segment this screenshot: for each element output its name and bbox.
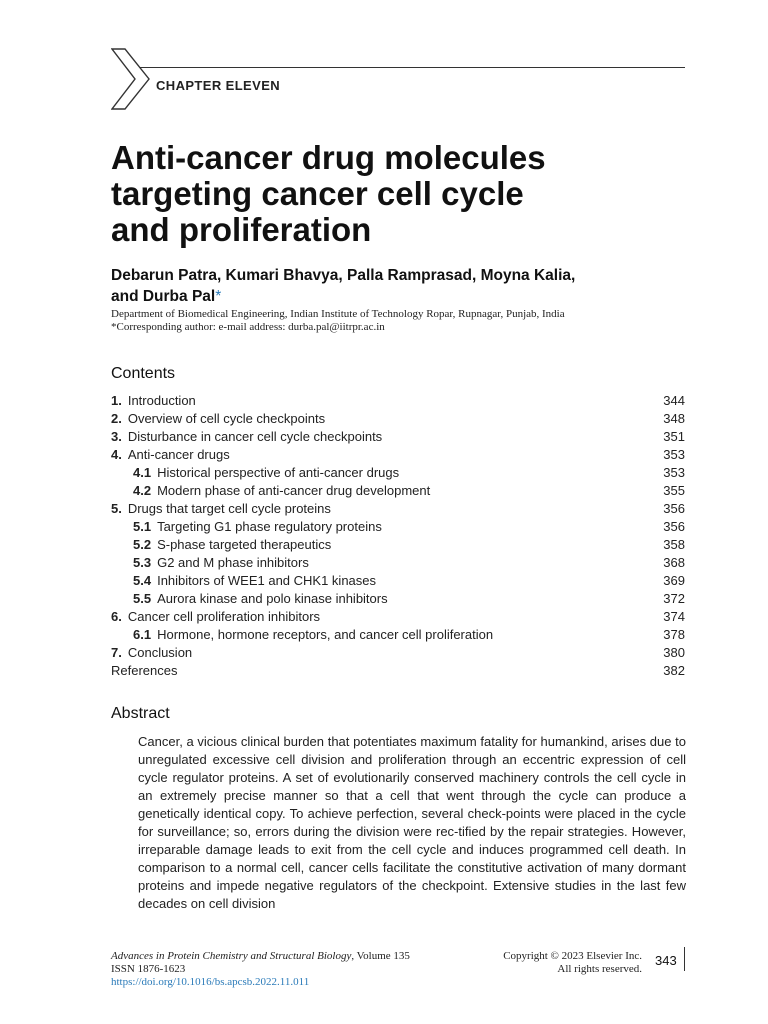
copyright-text: Copyright © 2023 Elsevier Inc. (503, 950, 642, 962)
toc-label: Inhibitors of WEE1 and CHK1 kinases (157, 573, 377, 588)
corresponding-author-link[interactable]: * (215, 288, 222, 305)
corresponding-author-note: *Corresponding author: e-mail address: durba.pal@iitrpr.ac.in (111, 321, 385, 333)
toc-subentry[interactable] (111, 536, 685, 554)
toc-label: Historical perspective of anti-cancer drugs (157, 465, 400, 480)
footer-citation (111, 950, 410, 989)
toc-page: 351 (663, 429, 685, 444)
toc-label: Hormone, hormone receptors, and cancer cell proliferation (157, 627, 494, 642)
footer-copyright (503, 950, 642, 976)
contents-heading: Contents (111, 365, 176, 382)
toc-subentry[interactable] (111, 518, 685, 536)
toc-number: 5.1 (133, 519, 152, 534)
title-line-2: targeting cancer cell cycle (111, 175, 524, 212)
title-line-1: Anti-cancer drug molecules (111, 139, 546, 176)
toc-number: 4.1 (133, 465, 152, 480)
page-number-divider (684, 947, 685, 971)
toc-entry-references[interactable] (111, 662, 685, 680)
toc-label: Targeting G1 phase regulatory proteins (157, 519, 382, 534)
toc-label: Introduction (127, 393, 196, 408)
affiliation-department: Department of Biomedical Engineering, Indian Institute of Technology Ropar, Rupnagar, Punjab, India (111, 308, 565, 320)
toc-number: 5. (111, 501, 122, 516)
author-list (111, 265, 686, 307)
toc-label: Cancer cell proliferation inhibitors (127, 609, 321, 624)
toc-label: Overview of cell cycle checkpoints (127, 411, 326, 426)
chapter-header-rule (136, 67, 685, 68)
title-line-3: and proliferation (111, 211, 372, 248)
toc-label: Anti-cancer drugs (127, 447, 230, 462)
chapter-label: CHAPTER ELEVEN (156, 78, 281, 93)
toc-number: 5.5 (133, 591, 152, 606)
affiliation-block (111, 308, 686, 334)
toc-entry[interactable] (111, 446, 685, 464)
toc-label: Modern phase of anti-cancer drug development (157, 483, 431, 498)
toc-subentry[interactable] (111, 626, 685, 644)
toc-number: 5.4 (133, 573, 152, 588)
toc-number: 5.2 (133, 537, 152, 552)
toc-page: 358 (663, 537, 685, 552)
toc-page: 382 (663, 663, 685, 678)
toc-number: 2. (111, 411, 122, 426)
toc-entry[interactable] (111, 410, 685, 428)
toc-number: 4. (111, 447, 122, 462)
toc-page: 368 (663, 555, 685, 570)
page-number: 343 (655, 953, 677, 968)
authors-line-1: Debarun Patra, Kumari Bhavya, Palla Ramprasad, Moyna Kalia, (111, 267, 576, 284)
doi-link[interactable]: https://doi.org/10.1016/bs.apcsb.2022.11.011 (111, 976, 310, 988)
toc-page: 348 (663, 411, 685, 426)
toc-page: 378 (663, 627, 685, 642)
toc-page: 356 (663, 501, 685, 516)
toc-page: 372 (663, 591, 685, 606)
toc-subentry[interactable] (111, 554, 685, 572)
toc-entry[interactable] (111, 608, 685, 626)
journal-name: Advances in Protein Chemistry and Structural Biology (111, 950, 352, 962)
rights-text: All rights reserved. (557, 963, 642, 975)
toc-page: 356 (663, 519, 685, 534)
chapter-title (111, 140, 671, 248)
issn: ISSN 1876-1623 (111, 963, 186, 975)
toc-page: 380 (663, 645, 685, 660)
toc-page: 369 (663, 573, 685, 588)
toc-subentry[interactable] (111, 482, 685, 500)
toc-number: 7. (111, 645, 122, 660)
toc-number: 5.3 (133, 555, 152, 570)
table-of-contents (111, 392, 685, 680)
toc-page: 374 (663, 609, 685, 624)
chapter-chevron-icon (111, 48, 151, 110)
toc-page: 355 (663, 483, 685, 498)
journal-volume: , Volume 135 (351, 950, 410, 962)
toc-page: 353 (663, 447, 685, 462)
toc-number: 6. (111, 609, 122, 624)
toc-entry[interactable] (111, 428, 685, 446)
toc-number: 4.2 (133, 483, 152, 498)
abstract-text: Cancer, a vicious clinical burden that potentiates maximum fatality for humankind, arises due to unregulated excessive cell division and proliferation through an eccentric expression of cell cycle regulator proteins. A set of evolutionarily conserved machinery controls the cell cycle in an extremely precise manner so that a cell that went through the cycle can produce a genetically identical copy. To achieve perfection, several check-points were placed in the cycle for surveillance; so, errors during the division were rec-tified by the repair strategies. However, irreparable damage leads to exit from the cell cycle and induces programmed cell death. In comparison to a normal cell, cancer cells facilitate the constitutive activation of many dormant proteins and impede negative regulators of the checkpoint. Extensive studies in the last few decades on cell division (138, 734, 686, 911)
toc-label: References (111, 663, 178, 678)
toc-label: G2 and M phase inhibitors (157, 555, 309, 570)
toc-label: Drugs that target cell cycle proteins (127, 501, 331, 516)
toc-entry[interactable] (111, 392, 685, 410)
toc-label: Conclusion (127, 645, 193, 660)
abstract-heading: Abstract (111, 705, 170, 722)
toc-number: 3. (111, 429, 122, 444)
toc-label: Disturbance in cancer cell cycle checkpoints (127, 429, 383, 444)
toc-subentry[interactable] (111, 464, 685, 482)
authors-line-2: and Durba Pal (111, 288, 216, 305)
toc-subentry[interactable] (111, 590, 685, 608)
toc-subentry[interactable] (111, 572, 685, 590)
toc-entry[interactable] (111, 644, 685, 662)
toc-label: Aurora kinase and polo kinase inhibitors (157, 591, 388, 606)
toc-page: 344 (663, 393, 685, 408)
toc-number: 1. (111, 393, 122, 408)
toc-page: 353 (663, 465, 685, 480)
toc-number: 6.1 (133, 627, 152, 642)
toc-label: S-phase targeted therapeutics (157, 537, 332, 552)
toc-entry[interactable] (111, 500, 685, 518)
